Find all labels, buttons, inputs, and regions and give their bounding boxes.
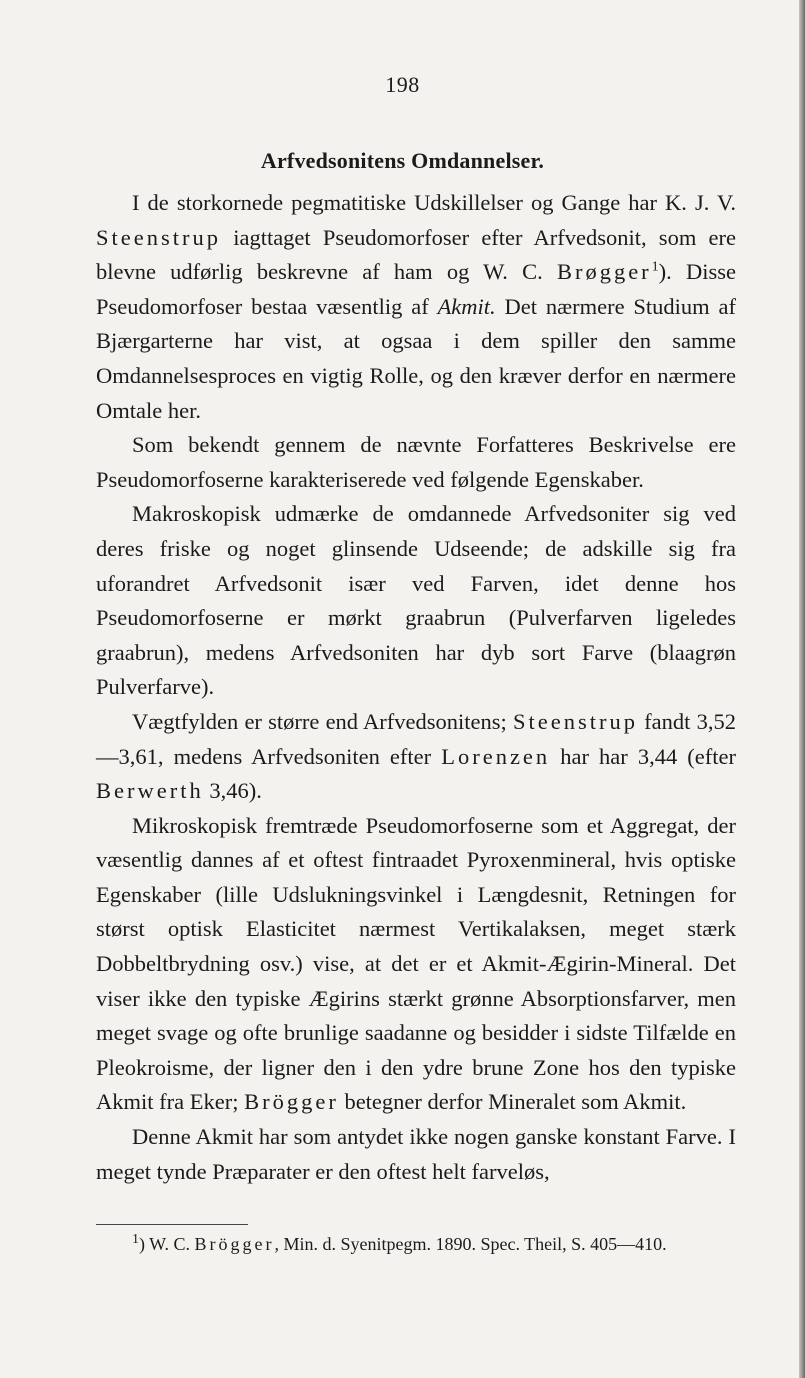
text-run: har har 3,44 (efter xyxy=(550,743,736,769)
body-text xyxy=(96,186,736,1189)
text-run: ). Disse Pseudomorfoser bestaa væsentlig af xyxy=(96,259,736,319)
text-run: 3,46). xyxy=(203,778,262,804)
footnote-marker: 1 xyxy=(132,1232,139,1247)
footnote-marker: 1 xyxy=(651,259,659,275)
text-run: ) W. C. xyxy=(139,1234,195,1254)
text-run: fandt 3,52—3,61, medens Arfvedsoniten efter xyxy=(96,708,736,769)
page-edge-shadow xyxy=(799,0,805,1378)
text-run: Makroskopisk udmærke de omdannede Arfvedsoniter sig ved deres friske og noget glinsende Udseende; de adskille sig fra uforandret Arfvedsonit især ved Farven, idet denne hos Pseudomorfoserne er mørkt graabrun (Pulverfarven ligeledes graabrun), medens Arfvedsoniten har dyb sort Farve (blaagrøn Pulverfarve). xyxy=(96,501,736,700)
footnote-divider xyxy=(96,1224,248,1225)
paragraph-1 xyxy=(96,186,736,428)
paragraph-5 xyxy=(96,809,736,1120)
paragraph-4 xyxy=(96,705,736,809)
section-heading: Arfvedsonitens Omdannelser. xyxy=(260,148,545,173)
text-run: I de storkornede pegmatitiske Udskillelser og Gange har K. J. V. xyxy=(132,190,736,215)
author-name: Brögger xyxy=(194,1234,275,1254)
author-name: Lorenzen xyxy=(441,743,551,769)
text-run: Det nærmere Studium af Bjærgarterne har vist, at ogsaa i dem spiller den samme Omdannelsesproces en vigtig Rolle, og den kræver derfor en nærmere Omtale her. xyxy=(96,293,736,423)
paragraph-3 xyxy=(96,497,736,705)
paragraph-2 xyxy=(96,428,736,497)
text-run: iagttaget Pseudomorfoser efter Arfvedsonit, som ere blevne udførlig beskrevne af ham og W. C. xyxy=(96,224,736,285)
author-name: Brögger xyxy=(244,1089,339,1115)
text-run: , Min. d. Syenitpegm. 1890. Spec. Theil, S. 405—410. xyxy=(274,1234,667,1254)
author-name: Brøgger xyxy=(556,259,652,285)
emphasis-text: Akmit. xyxy=(437,293,496,319)
text-run: Denne Akmit har som antydet ikke nogen ganske konstant Farve. I meget tynde Præparater er den oftest helt farveløs, xyxy=(96,1124,736,1184)
paragraph-6 xyxy=(96,1120,736,1189)
footnote xyxy=(132,1232,752,1256)
text-run: Mikroskopisk fremtræde Pseudomorfoserne som et Aggregat, der væsentlig dannes af et oftest fintraadet Pyroxenmineral, hvis optiske Egenskaber (lille Udslukningsvinkel i Længdesnit, Retningen for størst optisk Elasticitet nærmest Vertikalaksen, meget stærk Dobbeltbrydning osv.) vise, at det er et Akmit-Ægirin-Mineral. Det viser ikke den typiske Ægirins stærkt grønne Absorptionsfarver, men meget svage og ofte brunlige saadanne og besidder i sidste Tilfælde en Pleokroisme, der ligner den i den ydre brune Zone hos den typiske Akmit fra Eker; xyxy=(96,812,736,1115)
page-number: 198 xyxy=(385,72,420,97)
text-run: Som bekendt gennem de nævnte Forfatteres Beskrivelse ere Pseudomorfoserne karakteriserede ved følgende Egenskaber. xyxy=(96,432,736,492)
text-run: Vægtfylden er større end Arfvedsonitens; xyxy=(132,708,513,734)
author-name: Berwerth xyxy=(96,778,204,804)
author-name: Steenstrup xyxy=(512,708,638,734)
text-run: betegner derfor Mineralet som Akmit. xyxy=(338,1089,687,1115)
author-name: Steenstrup xyxy=(96,224,221,250)
